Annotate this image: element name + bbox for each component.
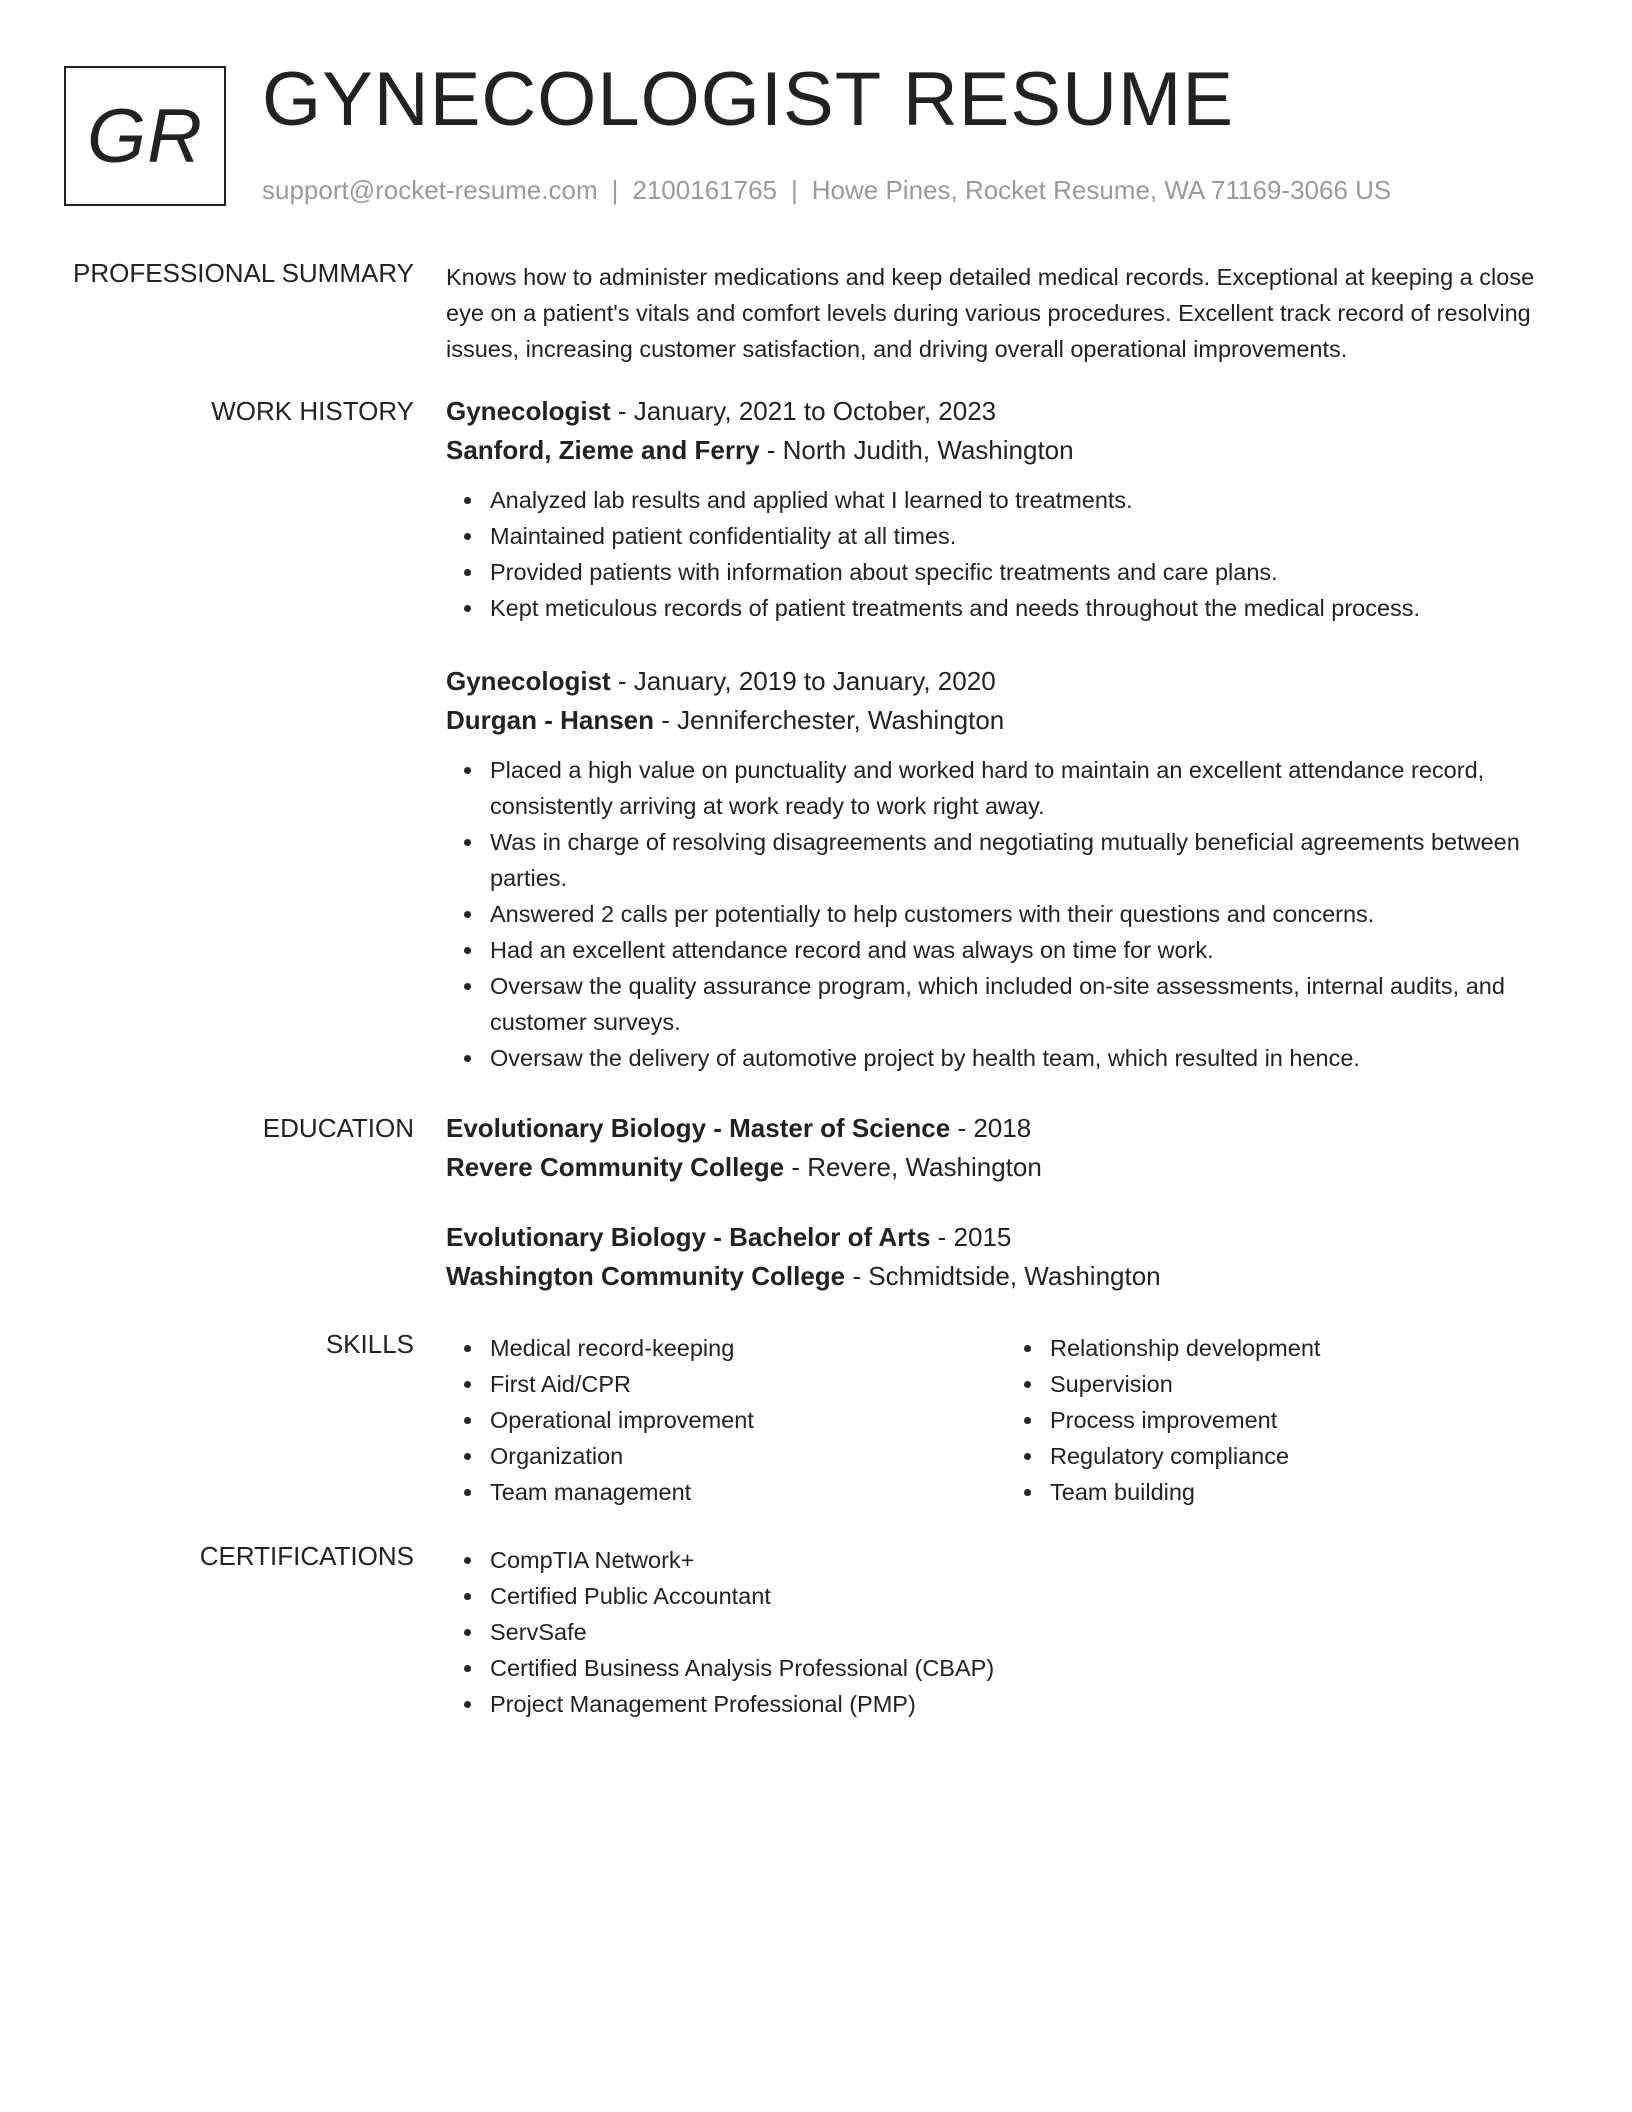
job-entry — [446, 392, 1566, 626]
contact-line — [262, 175, 1391, 206]
job-location: - Jenniferchester, Washington — [654, 705, 1005, 735]
contact-separator: | — [611, 175, 619, 205]
job-company: Durgan - Hansen — [446, 705, 655, 735]
section-label-work-history: WORK HISTORY — [211, 396, 414, 426]
skills-list-right — [1006, 1330, 1566, 1510]
summary-body — [446, 259, 1566, 367]
monogram-logo: GR — [64, 66, 226, 206]
resume-title: GYNECOLOGIST RESUME — [262, 57, 1235, 142]
job-title: Gynecologist — [446, 396, 611, 426]
list-item: Certified Business Analysis Professional (CBAP) — [490, 1650, 1566, 1686]
contact-phone: 2100161765 — [632, 175, 777, 205]
skills-list-left — [446, 1330, 1006, 1510]
list-item: Had an excellent attendance record and was always on time for work. — [490, 932, 1566, 968]
list-item: Organization — [490, 1438, 1006, 1474]
list-item: Answered 2 calls per potentially to help customers with their questions and concerns. — [490, 896, 1566, 932]
section-label-certifications: CERTIFICATIONS — [199, 1541, 414, 1571]
education-entry — [446, 1218, 1566, 1296]
list-item: First Aid/CPR — [490, 1366, 1006, 1402]
list-item: Oversaw the quality assurance program, which included on-site assessments, internal audits, and customer surveys. — [490, 968, 1566, 1040]
list-item: Team building — [1050, 1474, 1566, 1510]
contact-separator: | — [791, 175, 798, 205]
list-item: Medical record-keeping — [490, 1330, 1006, 1366]
list-item: ServSafe — [490, 1614, 1566, 1650]
contact-address: Howe Pines, Rocket Resume, WA 71169-3066 US — [811, 175, 1392, 205]
degree-year: - 2015 — [930, 1222, 1012, 1252]
list-item: Supervision — [1050, 1366, 1566, 1402]
list-item: Process improvement — [1050, 1402, 1566, 1438]
job-dates: - January, 2019 to January, 2020 — [610, 666, 996, 696]
job-title-line — [446, 662, 1566, 701]
job-location: - North Judith, Washington — [759, 435, 1074, 465]
list-item: Kept meticulous records of patient treatments and needs throughout the medical process. — [490, 590, 1566, 626]
list-item: Certified Public Accountant — [490, 1578, 1566, 1614]
list-item: Relationship development — [1050, 1330, 1566, 1366]
job-company-line — [446, 701, 1566, 740]
section-label-education: EDUCATION — [262, 1113, 414, 1143]
job-company: Sanford, Zieme and Ferry — [446, 435, 760, 465]
list-item: Team management — [490, 1474, 1006, 1510]
school-location: - Revere, Washington — [784, 1152, 1042, 1182]
job-title: Gynecologist — [446, 666, 611, 696]
list-item: Provided patients with information about specific treatments and care plans. — [490, 554, 1566, 590]
list-item: Was in charge of resolving disagreements and negotiating mutually beneficial agreements between parties. — [490, 824, 1566, 896]
certifications-list — [446, 1542, 1566, 1722]
skills-body — [446, 1330, 1566, 1510]
work-history-body — [446, 392, 1566, 1076]
skills-columns — [446, 1330, 1566, 1510]
job-dates: - January, 2021 to October, 2023 — [610, 396, 997, 426]
section-label-summary: PROFESSIONAL SUMMARY — [73, 258, 414, 288]
degree-year: - 2018 — [950, 1113, 1032, 1143]
certifications-body — [446, 1542, 1566, 1722]
job-company-line — [446, 431, 1566, 470]
list-item: Maintained patient confidentiality at all times. — [490, 518, 1566, 554]
school-line — [446, 1148, 1566, 1187]
contact-email: support@rocket-resume.com — [262, 175, 598, 205]
degree-line — [446, 1109, 1566, 1148]
degree: Evolutionary Biology - Master of Science — [446, 1113, 951, 1143]
summary-text: Knows how to administer medications and keep detailed medical records. Exceptional at keeping a close eye on a patient's vitals and comfort levels during various procedures. Excellent track record of resolving issues, increasing customer satisfaction, and driving overall operational improvements. — [446, 264, 1535, 362]
job-entry — [446, 662, 1566, 1076]
list-item: Operational improvement — [490, 1402, 1006, 1438]
list-item: Regulatory compliance — [1050, 1438, 1566, 1474]
list-item: Project Management Professional (PMP) — [490, 1686, 1566, 1722]
degree-line — [446, 1218, 1566, 1257]
section-label-skills: SKILLS — [325, 1329, 414, 1359]
job-bullets — [446, 482, 1566, 626]
list-item: CompTIA Network+ — [490, 1542, 1566, 1578]
education-body — [446, 1109, 1566, 1296]
degree: Evolutionary Biology - Bachelor of Arts — [446, 1222, 931, 1252]
job-bullets — [446, 752, 1566, 1076]
school-location: - Schmidtside, Washington — [845, 1261, 1161, 1291]
school-line — [446, 1257, 1566, 1296]
school: Revere Community College — [446, 1152, 785, 1182]
list-item: Oversaw the delivery of automotive project by health team, which resulted in hence. — [490, 1040, 1566, 1076]
list-item: Analyzed lab results and applied what I learned to treatments. — [490, 482, 1566, 518]
job-title-line — [446, 392, 1566, 431]
list-item: Placed a high value on punctuality and worked hard to maintain an excellent attendance record, consistently arriving at work ready to work right away. — [490, 752, 1566, 824]
education-entry — [446, 1109, 1566, 1187]
school: Washington Community College — [446, 1261, 846, 1291]
